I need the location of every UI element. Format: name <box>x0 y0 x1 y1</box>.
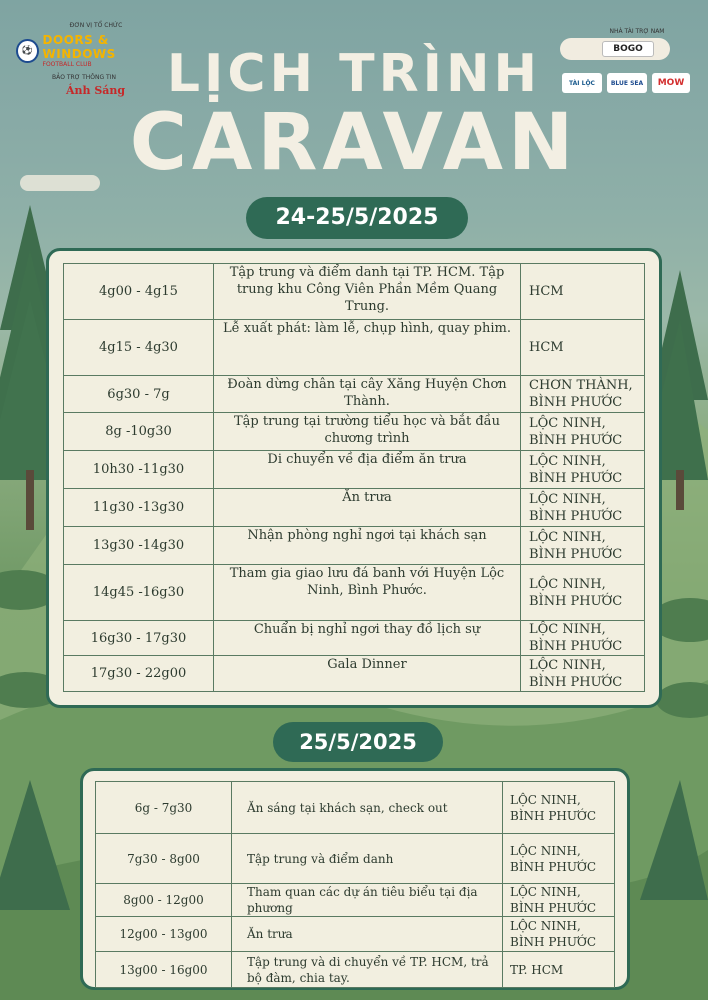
location-cell: LỘC NINH, BÌNH PHƯỚC <box>503 782 615 834</box>
activity-cell: Tham quan các dự án tiêu biểu tại địa phương <box>232 884 503 917</box>
club-badge-icon: ⚽ <box>16 39 39 63</box>
schedule-row <box>64 527 645 565</box>
schedule-row <box>96 782 615 834</box>
media-label: BẢO TRỢ THÔNG TIN <box>52 74 116 81</box>
location-cell: LỘC NINH, BÌNH PHƯỚC <box>503 884 615 917</box>
activity-cell: Chuẩn bị nghỉ ngơi thay đồ lịch sự <box>214 621 521 656</box>
time-cell: 10h30 -11g30 <box>64 451 214 489</box>
time-cell: 4g15 - 4g30 <box>64 320 214 376</box>
title-line-2: CARAVAN <box>129 98 579 188</box>
activity-cell: Tập trung và điểm danh <box>232 834 503 884</box>
time-cell: 8g -10g30 <box>64 413 214 451</box>
time-cell: 6g - 7g30 <box>96 782 232 834</box>
activity-cell: Gala Dinner <box>214 656 521 692</box>
activity-cell: Ăn trưa <box>214 489 521 527</box>
media-logo: Ánh Sáng <box>66 84 126 97</box>
schedule-row <box>96 917 615 952</box>
time-cell: 13g00 - 16g00 <box>96 952 232 988</box>
title-line-1: LỊCH TRÌNH <box>166 44 542 104</box>
activity-cell: Nhận phòng nghỉ ngơi tại khách sạn <box>214 527 521 565</box>
schedule-panel-day2 <box>80 768 630 990</box>
location-cell: LỘC NINH, BÌNH PHƯỚC <box>521 489 645 527</box>
activity-cell: Ăn sáng tại khách sạn, check out <box>232 782 503 834</box>
activity-cell: Đoàn dừng chân tại cây Xăng Huyện Chơn Thành. <box>214 376 521 413</box>
time-cell: 17g30 - 22g00 <box>64 656 214 692</box>
schedule-row <box>64 376 645 413</box>
time-cell: 7g30 - 8g00 <box>96 834 232 884</box>
sponsor-bluesea-logo: BLUE SEA <box>607 73 647 93</box>
schedule-table-day1 <box>63 263 645 692</box>
location-cell: CHƠN THÀNH, BÌNH PHƯỚC <box>521 376 645 413</box>
schedule-row <box>96 834 615 884</box>
activity-cell: Tham gia giao lưu đá banh với Huyện Lộc Ninh, Bình Phước. <box>214 565 521 621</box>
activity-cell: Tập trung và điểm danh tại TP. HCM. Tập trung khu Công Viên Phần Mềm Quang Trung. <box>214 264 521 320</box>
schedule-row <box>64 264 645 320</box>
time-cell: 4g00 - 4g15 <box>64 264 214 320</box>
schedule-row <box>64 451 645 489</box>
schedule-panel-day1 <box>46 248 662 708</box>
location-cell: LỘC NINH, BÌNH PHƯỚC <box>503 834 615 884</box>
activity-cell: Di chuyển về địa điểm ăn trưa <box>214 451 521 489</box>
sponsor-bogo-logo: BOGO <box>602 41 654 57</box>
sponsor-mow-logo: MOW <box>652 73 690 93</box>
location-cell: LỘC NINH, BÌNH PHƯỚC <box>521 565 645 621</box>
activity-cell: Tập trung và di chuyển về TP. HCM, trả bộ đàm, chia tay. <box>232 952 503 988</box>
time-cell: 14g45 -16g30 <box>64 565 214 621</box>
organizer-label: ĐƠN VỊ TỔ CHỨC <box>69 22 123 29</box>
schedule-row <box>96 952 615 988</box>
schedule-row <box>64 656 645 692</box>
location-cell: HCM <box>521 264 645 320</box>
activity-cell: Tập trung tại trường tiểu học và bắt đầu chương trình <box>214 413 521 451</box>
schedule-row <box>64 621 645 656</box>
schedule-row <box>64 565 645 621</box>
schedule-table-day2 <box>95 781 615 988</box>
schedule-row <box>64 320 645 376</box>
location-cell: HCM <box>521 320 645 376</box>
date-pill-day1: 24-25/5/2025 <box>246 197 468 239</box>
time-cell: 13g30 -14g30 <box>64 527 214 565</box>
activity-cell: Ăn trưa <box>232 917 503 952</box>
schedule-row <box>64 413 645 451</box>
schedule-row <box>96 884 615 917</box>
location-cell: LỘC NINH, BÌNH PHƯỚC <box>503 917 615 952</box>
location-cell: LỘC NINH, BÌNH PHƯỚC <box>521 656 645 692</box>
location-cell: LỘC NINH, BÌNH PHƯỚC <box>521 621 645 656</box>
time-cell: 16g30 - 17g30 <box>64 621 214 656</box>
location-cell: LỘC NINH, BÌNH PHƯỚC <box>521 413 645 451</box>
activity-cell: Lễ xuất phát: làm lễ, chụp hình, quay phim. <box>214 320 521 376</box>
organizer-name: DOORS & WINDOWS <box>42 33 116 61</box>
location-cell: TP. HCM <box>503 952 615 988</box>
time-cell: 6g30 - 7g <box>64 376 214 413</box>
sponsor-label: NHÀ TÀI TRỢ NAM <box>609 28 665 35</box>
organizer-sub: FOOTBALL CLUB <box>42 61 92 68</box>
time-cell: 12g00 - 13g00 <box>96 917 232 952</box>
time-cell: 11g30 -13g30 <box>64 489 214 527</box>
date-pill-day2: 25/5/2025 <box>273 722 443 762</box>
schedule-row <box>64 489 645 527</box>
location-cell: LỘC NINH, BÌNH PHƯỚC <box>521 527 645 565</box>
sponsor-tailoc-logo: TÀI LỘC <box>562 73 602 93</box>
location-cell: LỘC NINH, BÌNH PHƯỚC <box>521 451 645 489</box>
time-cell: 8g00 - 12g00 <box>96 884 232 917</box>
